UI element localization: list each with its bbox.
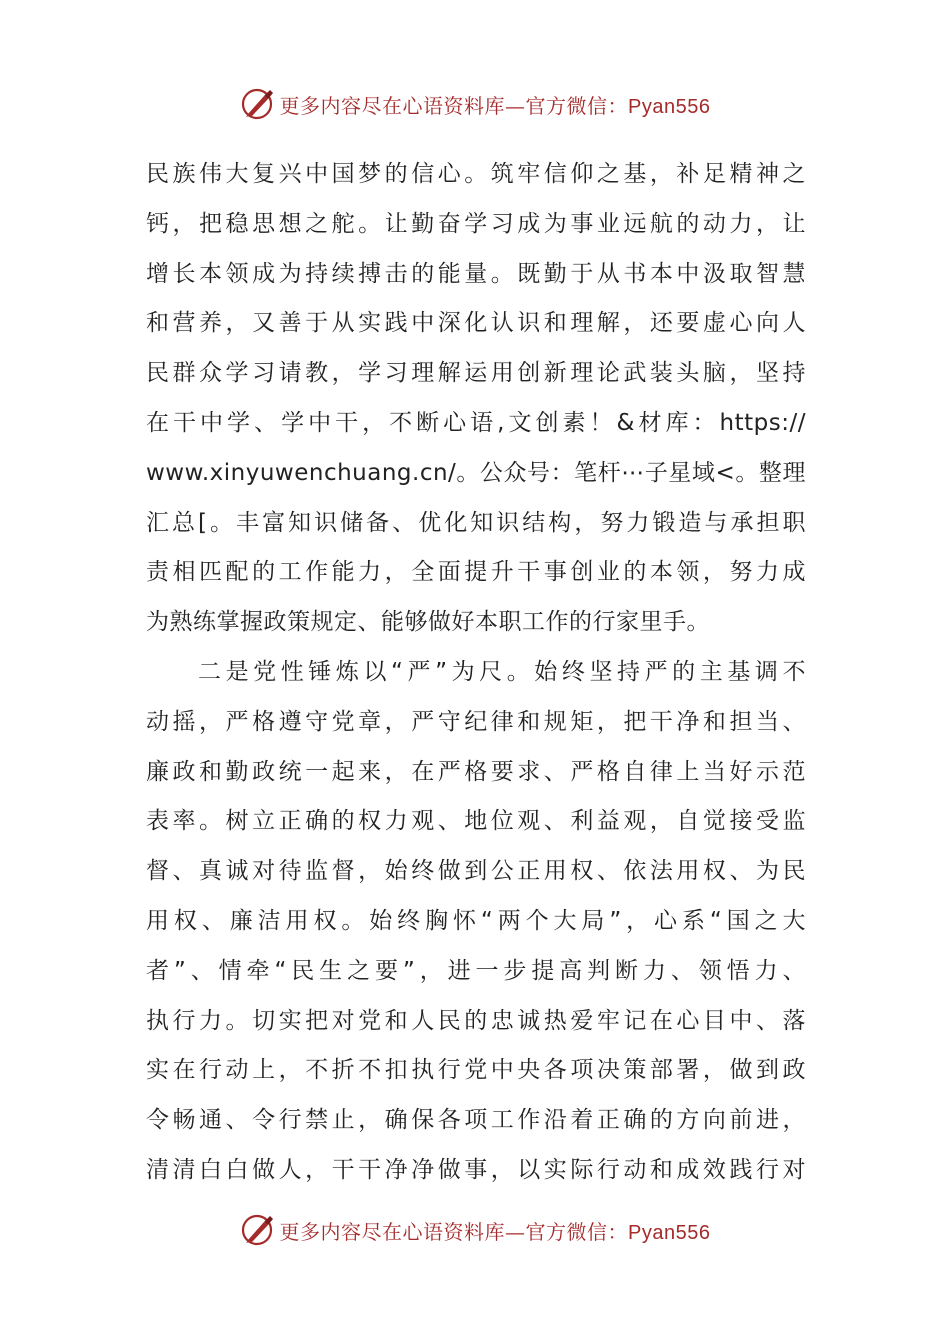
footer-banner-text: 更多内容尽在心语资料库—官方微信：Pyan556	[279, 1219, 711, 1244]
text-line: 执行力。切实把对党和人民的忠诚热爱牢记在心目中、落	[146, 1007, 806, 1034]
document-body	[146, 150, 806, 1196]
text-line: 令畅通、令行禁止，确保各项工作沿着正确的方向前进，	[146, 1107, 806, 1134]
text-line: 实在行动上，不折不扣执行党中央各项决策部署，做到政	[146, 1057, 806, 1084]
text-line: 清清白白做人，干干净净做事，以实际行动和成效践行对	[146, 1156, 806, 1183]
text-line: 责相匹配的工作能力，全面提升干事创业的本领，努力成	[146, 559, 806, 586]
pen-logo-icon	[240, 1212, 276, 1248]
footer-banner	[0, 1210, 950, 1250]
text-line: www.xinyuwenchuang.cn/。公众号：笔杆⋯子星域<。整理	[146, 459, 806, 486]
text-line: 在干中学、学中干，不断心语,文创素！&材库：https://	[146, 409, 806, 436]
text-line: 用权、廉洁用权。始终胸怀“两个大局”，心系“国之大	[146, 907, 806, 934]
paragraph-start-line: 二是党性锤炼以“严”为尺。始终坚持严的主基调不	[198, 658, 806, 685]
pen-logo-icon	[240, 86, 276, 122]
text-line: 汇总[。丰富知识储备、优化知识结构，努力锻造与承担职	[146, 509, 806, 536]
text-line: 表率。树立正确的权力观、地位观、利益观，自觉接受监	[146, 808, 806, 835]
text-line: 为熟练掌握政策规定、能够做好本职工作的行家里手。	[146, 609, 710, 636]
header-banner-text: 更多内容尽在心语资料库—官方微信：Pyan556	[279, 93, 711, 118]
text-line: 钙，把稳思想之舵。让勤奋学习成为事业远航的动力，让	[146, 210, 806, 237]
text-line: 督、真诚对待监督，始终做到公正用权、依法用权、为民	[146, 858, 806, 885]
text-line: 廉政和勤政统一起来，在严格要求、严格自律上当好示范	[146, 758, 806, 785]
text-line: 民群众学习请教，学习理解运用创新理论武装头脑，坚持	[146, 360, 806, 387]
text-line: 民族伟大复兴中国梦的信心。筑牢信仰之基，补足精神之	[146, 161, 806, 187]
text-line: 和营养，又善于从实践中深化认识和理解，还要虚心向人	[146, 310, 806, 337]
text-line: 增长本领成为持续搏击的能量。既勤于从书本中汲取智慧	[146, 260, 806, 287]
text-line: 者”、情牵“民生之要”，进一步提高判断力、领悟力、	[146, 957, 806, 984]
text-line: 动摇，严格遵守党章，严守纪律和规矩，把干净和担当、	[146, 708, 806, 735]
header-banner	[0, 84, 950, 124]
